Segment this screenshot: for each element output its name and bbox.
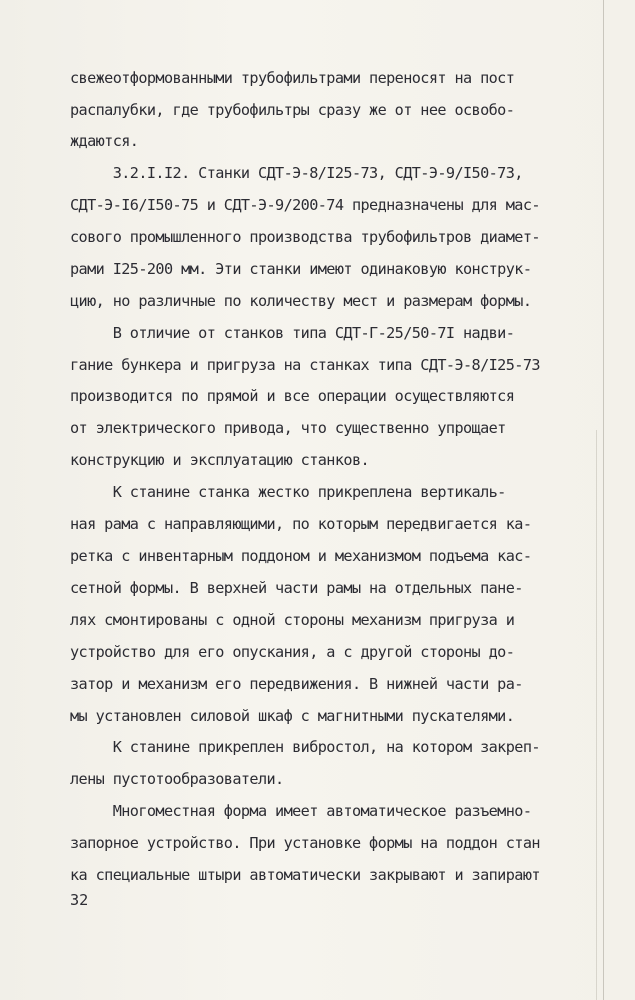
text-line: распалубки, где трубофильтры сразу же от нее освобо- (70, 101, 515, 119)
text-line: рами I25-200 мм. Эти станки имеют одинаковую конструк- (70, 260, 532, 278)
page-number: 32 (70, 891, 89, 909)
page-edge-line-inner (596, 430, 597, 1000)
text-line: К станине станка жестко прикреплена вертикаль- (70, 483, 506, 501)
page-edge-line (603, 0, 604, 1000)
text-line: 3.2.I.I2. Станки СДТ-Э-8/I25-73, СДТ-Э-9/I50-73, (70, 164, 523, 182)
text-line: затор и механизм его передвижения. В нижней части ра- (70, 675, 523, 693)
text-line: от электрического привода, что существенно упрощает (70, 419, 506, 437)
text-line: мы установлен силовой шкаф с магнитными пускателями. (70, 707, 515, 725)
text-line: В отличие от станков типа СДТ-Г-25/50-7I надви- (70, 324, 515, 342)
text-line: ретка с инвентарным поддоном и механизмом подъема кас- (70, 547, 532, 565)
text-line: СДТ-Э-I6/I50-75 и СДТ-Э-9/200-74 предназначены для мас- (70, 196, 540, 214)
text-line: Многоместная форма имеет автоматическое разъемно- (70, 802, 532, 820)
text-line: цию, но различные по количеству мест и размерам формы. (70, 292, 532, 310)
text-line: сетной формы. В верхней части рамы на отдельных пане- (70, 579, 523, 597)
text-line: лях смонтированы с одной стороны механизм пригруза и (70, 611, 515, 629)
text-line: производится по прямой и все операции осуществляются (70, 387, 515, 405)
text-line: ная рама с направляющими, по которым передвигается ка- (70, 515, 532, 533)
text-line: лены пустотообразователи. (70, 770, 284, 788)
text-line: ждаются. (70, 132, 139, 150)
text-line: К станине прикреплен вибростол, на котором закреп- (70, 738, 540, 756)
text-line: сового промышленного производства трубофильтров диамет- (70, 228, 540, 246)
text-line: запорное устройство. При установке формы на поддон стан (70, 834, 540, 852)
text-line: гание бункера и пригруза на станках типа СДТ-Э-8/I25-73 (70, 356, 540, 374)
text-line: устройство для его опускания, а с другой стороны до- (70, 643, 515, 661)
text-line: ка специальные штыри автоматически закрывают и запирают (70, 866, 540, 884)
text-line: свежеотформованными трубофильтрами переносят на пост (70, 69, 515, 87)
text-line: конструкцию и эксплуатацию станков. (70, 451, 370, 469)
